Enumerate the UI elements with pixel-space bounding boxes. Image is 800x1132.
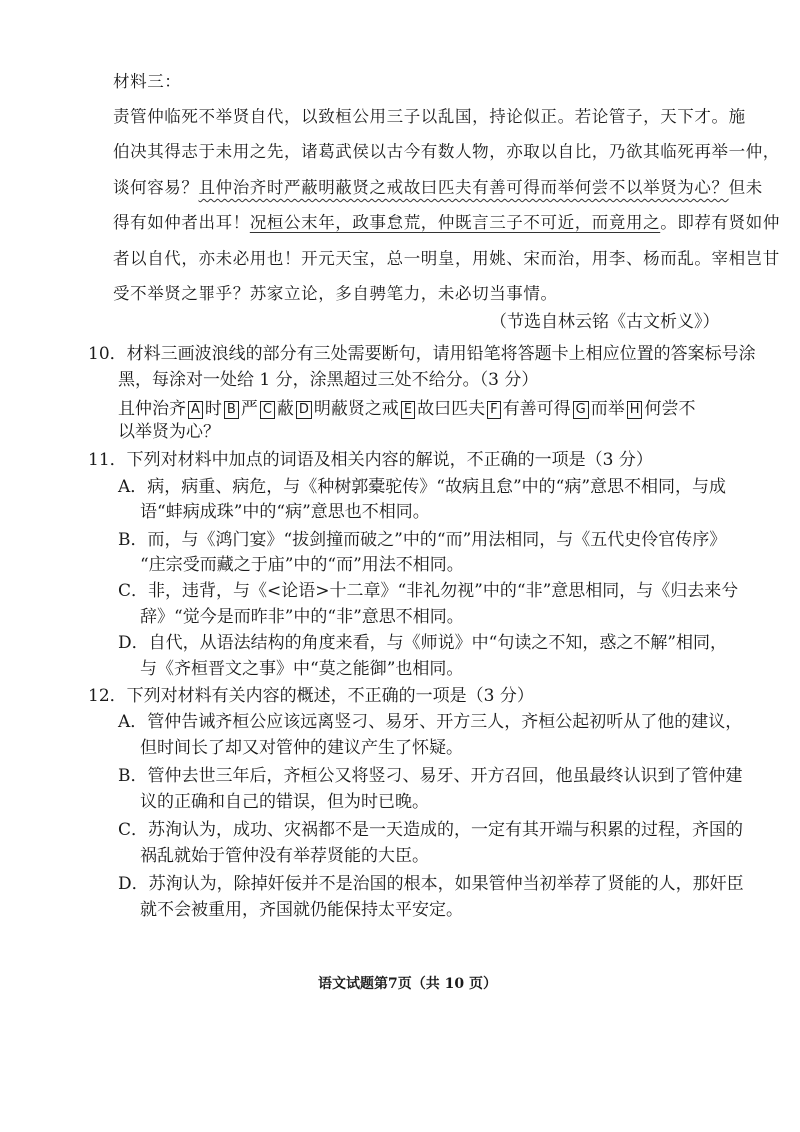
q11-option-d-line-1: D．自代，从语法结构的角度来看，与《师说》中“句读之不知，惑之不解”相同， — [118, 633, 728, 653]
material3-line-3-start: 谈何容易？ — [113, 178, 199, 197]
q10-segment: 明蔽贤之戒 — [313, 399, 399, 419]
q11-option-c-line-1: C．非，违背，与《<论语>十二章》“非礼勿视”中的“非”意思相同，与《归去来兮 — [118, 581, 739, 601]
q10-segment: 蔽 — [276, 399, 294, 419]
q10-stem-line-1: 10．材料三画波浪线的部分有三处需要断句，请用铅笔将答题卡上相应位置的答案标号涂 — [88, 344, 756, 364]
q10-stem-line-2: 黑，每涂对一处给 1 分，涂黑超过三处不给分。（3 分） — [118, 370, 539, 390]
q11-option-d-line-2: 与《齐桓晋文之事》中“莫之能御”也相同。 — [140, 659, 464, 679]
answer-box-c[interactable]: C — [260, 401, 275, 419]
q10-segment: 而举 — [590, 399, 625, 419]
q12-option-d-line-1: D．苏洵认为，除掉奸佞并不是治国的根本，如果管仲当初举荐了贤能的人，那奸臣 — [118, 874, 744, 894]
q10-segment: 时 — [204, 399, 222, 419]
answer-box-b[interactable]: B — [224, 401, 239, 419]
answer-box-h[interactable]: H — [627, 401, 643, 419]
material3-line-5: 者以自代，亦未必用也！开元天宝，总一明皇，用姚、宋而治，用李、杨而乱。宰相岂甘 — [113, 249, 780, 268]
q12-option-a-line-2: 但时间长了却又对管仲的建议产生了怀疑。 — [140, 738, 463, 758]
underlined-passage: 况桓公末年，政事怠荒，仲既言三子不可近，而竟用之 — [249, 213, 661, 232]
page-footer: 语文试题第7页（共 10 页） — [318, 976, 497, 992]
q12-option-d-line-2: 就不会被重用，齐国就仍能保持太平安定。 — [140, 900, 463, 920]
q10-segment: 有善可得 — [502, 399, 571, 419]
material3-line-6: 受不举贤之罪乎？苏家立论，多自骋笔力，未必切当事情。 — [113, 284, 558, 303]
q10-segment: 何尝不 — [644, 399, 696, 419]
q10-segment: 且仲治齐 — [118, 399, 186, 419]
q12-option-a-line-1: A．管仲告诫齐桓公应该远离竖刁、易牙、开方三人，齐桓公起初听从了他的建议， — [118, 712, 743, 732]
wavy-underlined-passage: 且仲治齐时严蔽明蔽贤之戒故曰匹夫有善可得而举何尝不以举贤为心？ — [198, 178, 729, 197]
answer-box-d[interactable]: D — [296, 401, 312, 419]
material3-line-4-start: 得有如仲者出耳！ — [113, 213, 250, 232]
material3-source: （节选自林云铭《古文析义》） — [490, 312, 720, 332]
q11-option-a-line-1: A．病，病重、病危，与《种树郭橐驼传》“故病且怠”中的“病”意思不相同，与成 — [118, 477, 727, 497]
q12-stem: 12．下列对材料有关内容的概述，不正确的一项是（3 分） — [88, 686, 534, 706]
material3-line-3 — [113, 176, 763, 200]
answer-box-e[interactable]: E — [401, 401, 415, 419]
material3-line-2: 伯决其得志于未用之先，诸葛武侯以古今有数人物，亦取以自比，乃欲其临死再举一仲， — [113, 142, 780, 161]
answer-box-a[interactable]: A — [188, 401, 203, 419]
q12-option-b-line-2: 议的正确和自己的错误，但为时已晚。 — [140, 792, 429, 812]
material3-line-4-end: 。即荐有贤如仲 — [660, 213, 780, 232]
material3-line-1: 责管仲临死不举贤自代，以致桓公用三子以乱国，持论似正。若论管子，天下才。施 — [113, 107, 746, 126]
q10-segment: 故曰匹夫 — [417, 399, 486, 419]
q12-option-b-line-1: B．管仲去世三年后，齐桓公又将竖刁、易牙、开方召回，他虽最终认识到了管仲建 — [118, 766, 743, 786]
q11-option-b-line-2: “庄宗受而藏之于庙”中的“而”用法不相同。 — [140, 555, 464, 575]
answer-box-g[interactable]: G — [573, 401, 589, 419]
q11-option-a-line-2: 语“蚌病成珠”中的“病”意思也不相同。 — [140, 502, 430, 522]
q11-stem: 11．下列对材料中加点的词语及相关内容的解说，不正确的一项是（3 分） — [88, 450, 653, 470]
material3-heading: 材料三： — [113, 72, 182, 91]
answer-box-f[interactable]: F — [487, 401, 500, 419]
q11-option-b-line-1: B．而，与《鸿门宴》“拔剑撞而破之”中的“而”用法相同，与《五代史伶官传序》 — [118, 530, 727, 550]
q10-answer-tail: 以举贤为心？ — [118, 422, 220, 442]
q10-answer-options — [118, 397, 695, 421]
material3-line-4 — [113, 211, 780, 235]
q10-segment: 严 — [240, 399, 258, 419]
material3-line-3-end: 但未 — [728, 178, 763, 197]
q11-option-c-line-2: 辞》“觉今是而昨非”中的“非”意思不相同。 — [140, 607, 464, 627]
q12-option-c-line-2: 祸乱就始于管仲没有举荐贤能的大臣。 — [140, 846, 429, 866]
q12-option-c-line-1: C．苏洵认为，成功、灾祸都不是一天造成的，一定有其开端与积累的过程，齐国的 — [118, 820, 744, 840]
